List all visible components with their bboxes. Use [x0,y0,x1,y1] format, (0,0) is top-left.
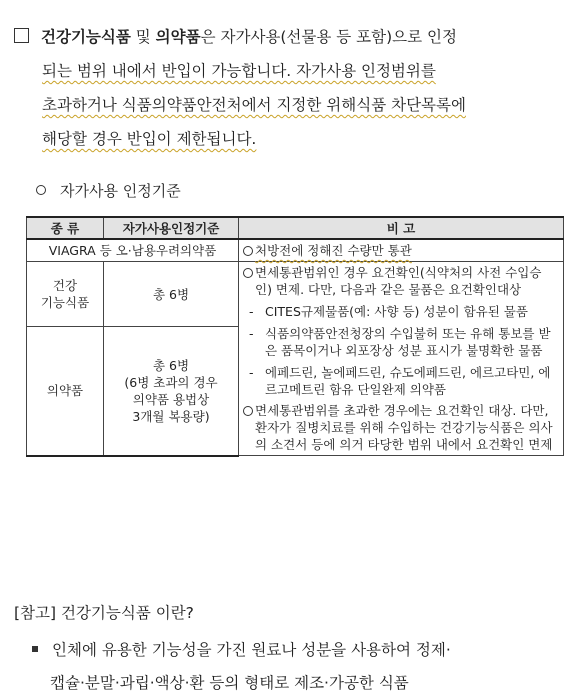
health-food-standard: 총 6병 [104,262,239,327]
medicine-category: 의약품 [27,327,104,456]
reference-definition [32,634,572,700]
subheading-text: 자가사용 인정기준 [60,182,181,200]
intro-line-3: 초과하거나 식품의약품안전처에서 지정한 위해식품 차단목록에 [42,96,466,114]
header-remarks: 비 고 [239,217,564,239]
intro-paragraph [14,20,576,156]
standards-table [26,216,564,457]
health-food-category: 건강 기능식품 [27,262,104,327]
health-food-note: 면세통관범위인 경우 요건확인(식약처의 사전 수입승인) 면제. 다만, 다음과 같은 물품은 요건확인대상 [255,265,542,297]
viagra-note: 처방전에 정해진 수량만 통관 [255,243,412,258]
table-header-row [27,217,564,239]
table-row [27,239,564,262]
circle-bullet-icon [243,246,253,256]
header-category: 종 류 [27,217,104,239]
dash-item: 에페드린, 놀에페드린, 슈도에페드린, 에르고타민, 에르고메트린 함유 단일완제 의약품 [265,365,551,397]
intro-line-4: 해당할 경우 반입이 제한됩니다. [42,130,257,148]
intro-item-medicine: 의약품 [155,28,201,46]
table-row [27,262,564,327]
subheading [36,180,181,201]
intro-line-2: 되는 범위 내에서 반입이 가능합니다. 자가사용 인정범위를 [42,62,436,80]
viagra-note-cell [239,239,564,262]
circle-bullet-icon [243,406,253,416]
intro-rest: 은 자가사용(선물용 등 포함)으로 인정 [200,28,457,46]
circle-bullet-icon [243,268,253,278]
reference-line-2: 캡슐·분말·과립·액상·환 등의 형태로 제조·가공한 식품 [50,674,409,692]
circle-bullet-icon [36,185,46,195]
dash-item: 식품의약품안전청장의 수입불허 또는 유해 통보를 받은 품목이거나 외포장상 성분 표시가 불명확한 물품 [265,326,551,358]
medicine-standard: 총 6병 (6병 초과의 경우 의약품 용법상 3개월 복용량) [104,327,239,456]
dash-item: CITES규제물품(예: 사향 등) 성분이 함유된 물품 [265,304,528,319]
checkbox-square-icon [14,28,29,43]
last-note: 면세통관범위를 초과한 경우에는 요건확인 대상. 다만, 환자가 질병치료를 위해 수입하는 건강기능식품은 의사의 소견서 등에 의거 타당한 범위 내에서 요건확인 면제 [255,403,553,452]
intro-item-health-food: 건강기능식품 [41,28,131,46]
viagra-category: VIAGRA 등 오·남용우려의약품 [27,239,239,262]
reference-line-1: 인체에 유용한 기능성을 가진 원료나 성분을 사용하여 정제· [52,641,451,659]
intro-conjunction: 및 [130,28,156,46]
remarks-cell: 면세통관범위인 경우 요건확인(식약처의 사전 수입승인) 면제. 다만, 다음과 같은 물품은 요건확인대상 - CITES규제물품(예: 사향 등) 성분이 함유된 물품 - 식품의약품안전청장의 수입불허 또는 유해 통보를 받은 품목이거나 외포장상 성분 표시가 불명확한 물품 - 에페드린, 놀에페드린, 슈도에페드린, 에르고타민, 에르고메트린 함유 단일완제 의약품 면세통관범위를 초과한 경우에는 요건확인 대상. 다만, 환자가 질병치료를 위해 수입하는 건강기능식품은 의사의 소견서 등에 의거 타당한 범위 내에서 요건확인 면제 [239,262,564,456]
reference-title: [참고] 건강기능식품 이란? [14,604,194,622]
square-bullet-icon [32,646,38,652]
header-standard: 자가사용인정기준 [104,217,239,239]
